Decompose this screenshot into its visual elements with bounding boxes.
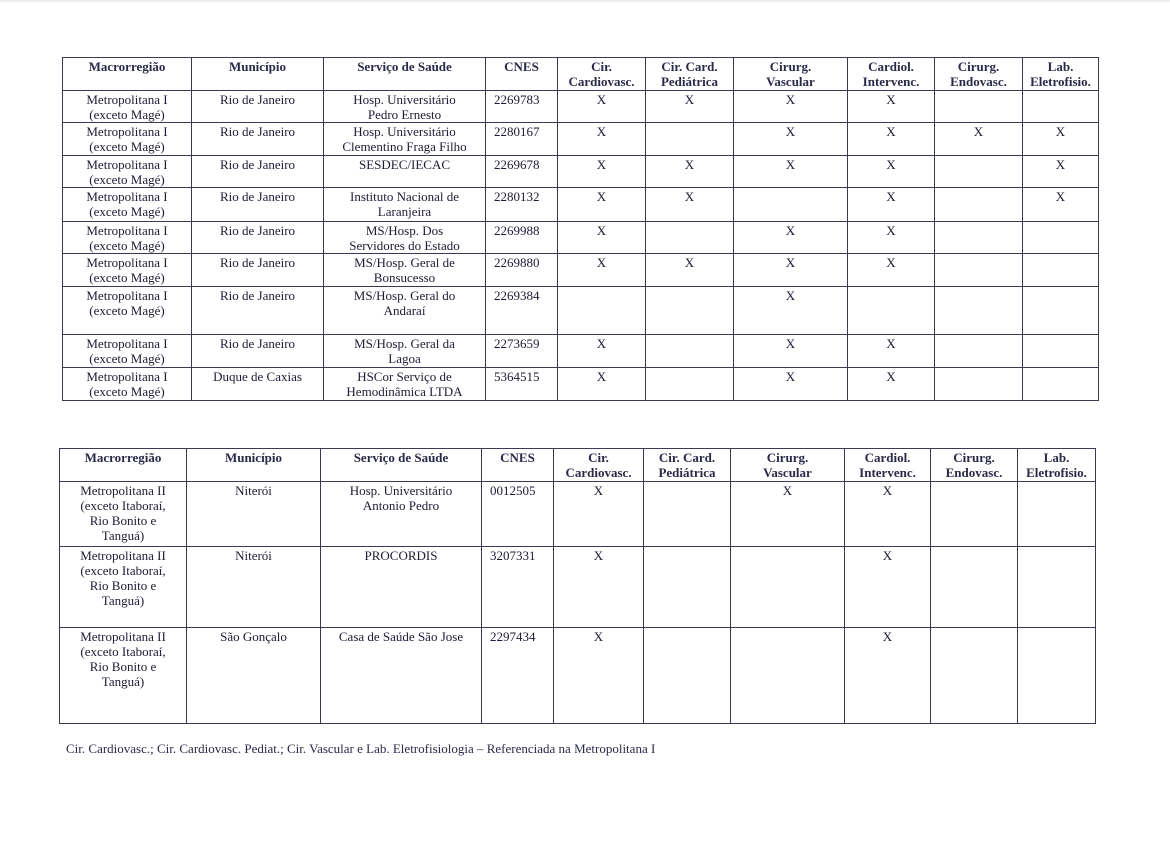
header-label: CNES (504, 59, 539, 74)
servico-line: SESDEC/IECAC (358, 157, 450, 172)
mark-cirurg-vascular: X (734, 123, 848, 156)
header-lab-eletrofisio (1023, 58, 1099, 91)
macrorregiao-line: (exceto Itaboraí, (80, 563, 166, 578)
cell-servico-de-saude (321, 547, 482, 628)
table-row (63, 91, 1099, 123)
mark-cir-cardiovasc: X (554, 628, 644, 724)
cell-cnes: 2269384 (486, 287, 558, 335)
cell-macrorregiao (63, 123, 192, 156)
cell-municipio: Rio de Janeiro (192, 188, 324, 222)
mark-cirurg-vascular: X (734, 368, 848, 401)
macrorregiao-line: (exceto Magé) (89, 270, 165, 285)
table-row (63, 287, 1099, 335)
cell-macrorregiao (63, 188, 192, 222)
macrorregiao-line: Metropolitana II (80, 483, 166, 498)
header-cirurg-vascular (734, 58, 848, 91)
servico-line: Andaraí (383, 303, 426, 318)
mark-cirurg-vascular (731, 628, 845, 724)
macrorregiao-line: Metropolitana II (80, 548, 166, 563)
header-servico-de-saude (324, 58, 486, 91)
cell-servico-de-saude (324, 188, 486, 222)
table-row (63, 123, 1099, 156)
mark-cirurg-endovasc (935, 254, 1023, 287)
cell-municipio: Rio de Janeiro (192, 91, 324, 123)
mark-cir-cardiovasc: X (558, 188, 646, 222)
cell-cnes: 2269783 (486, 91, 558, 123)
cell-municipio: São Gonçalo (187, 628, 321, 724)
header-cardiol-intervenc (845, 449, 931, 482)
mark-cirurg-endovasc (935, 156, 1023, 188)
mark-cirurg-endovasc (931, 547, 1018, 628)
mark-cir-card-pediatrica: X (646, 91, 734, 123)
mark-cir-card-pediatrica: X (646, 188, 734, 222)
header-macrorregiao (60, 449, 187, 482)
servico-line: Hemodinâmica LTDA (346, 384, 463, 399)
cell-macrorregiao (60, 482, 187, 547)
mark-cirurg-endovasc (931, 628, 1018, 724)
mark-lab-eletrofisio: X (1023, 123, 1099, 156)
header-cnes (486, 58, 558, 91)
mark-cirurg-vascular: X (734, 287, 848, 335)
servico-line: Hosp. Universitário (353, 92, 456, 107)
mark-cirurg-vascular (731, 547, 845, 628)
servico-line: MS/Hosp. Geral do (353, 288, 456, 303)
mark-lab-eletrofisio (1018, 628, 1096, 724)
servico-line: MS/Hosp. Dos (365, 223, 444, 238)
header-label: Vascular (766, 74, 815, 89)
header-label: Cardiovasc. (568, 74, 635, 89)
header-label: Cir. Card. (658, 450, 716, 465)
cell-macrorregiao (63, 254, 192, 287)
header-municipio (187, 449, 321, 482)
header-label: Lab. (1043, 450, 1070, 465)
cell-servico-de-saude (324, 254, 486, 287)
cell-cnes: 2297434 (482, 628, 554, 724)
servico-line: Hosp. Universitário (349, 483, 453, 498)
header-label: Serviço de Saúde (357, 59, 452, 74)
cell-cnes: 2269880 (486, 254, 558, 287)
header-label: Cardiol. (868, 59, 914, 74)
header-label: Cir. Card. (661, 59, 718, 74)
mark-lab-eletrofisio (1023, 91, 1099, 123)
mark-cirurg-endovasc (931, 482, 1018, 547)
header-label: Município (228, 59, 287, 74)
header-label: Vascular (763, 465, 812, 480)
cell-macrorregiao (63, 335, 192, 368)
macrorregiao-line: (exceto Magé) (89, 384, 165, 399)
cell-cnes: 5364515 (486, 368, 558, 401)
header-label: Eletrofisio. (1030, 74, 1091, 89)
servico-line: Lagoa (388, 351, 421, 366)
mark-cardiol-intervenc: X (845, 547, 931, 628)
table-row (63, 335, 1099, 368)
header-cir-cardiovasc (558, 58, 646, 91)
header-label: Intervenc. (862, 74, 920, 89)
mark-cirurg-endovasc: X (935, 123, 1023, 156)
mark-cir-card-pediatrica (646, 287, 734, 335)
macrorregiao-line: (exceto Itaboraí, (80, 498, 166, 513)
header-label: Cir. (588, 450, 609, 465)
mark-cir-card-pediatrica (644, 628, 731, 724)
mark-cardiol-intervenc: X (848, 368, 935, 401)
cell-macrorregiao (63, 156, 192, 188)
header-municipio (192, 58, 324, 91)
mark-cardiol-intervenc: X (848, 91, 935, 123)
mark-cir-card-pediatrica (644, 482, 731, 547)
mark-cardiol-intervenc: X (848, 335, 935, 368)
header-label: Pediátrica (658, 465, 716, 480)
mark-cir-cardiovasc: X (554, 482, 644, 547)
mark-lab-eletrofisio (1018, 482, 1096, 547)
mark-lab-eletrofisio (1023, 254, 1099, 287)
mark-cir-card-pediatrica (646, 123, 734, 156)
cell-macrorregiao (60, 628, 187, 724)
servico-line: Instituto Nacional de (349, 189, 460, 204)
header-cirurg-endovasc (931, 449, 1018, 482)
macrorregiao-line: (exceto Magé) (89, 238, 165, 253)
header-label: Intervenc. (859, 465, 916, 480)
cell-servico-de-saude (324, 368, 486, 401)
macrorregiao-line: Metropolitana I (86, 124, 168, 139)
header-label: CNES (500, 450, 535, 465)
header-macrorregiao (63, 58, 192, 91)
mark-cir-card-pediatrica (646, 222, 734, 254)
macrorregiao-line: Metropolitana I (86, 336, 168, 351)
cell-servico-de-saude (324, 287, 486, 335)
header-lab-eletrofisio (1018, 449, 1096, 482)
mark-cir-cardiovasc: X (558, 123, 646, 156)
table-row (63, 368, 1099, 401)
mark-cir-cardiovasc: X (558, 91, 646, 123)
servico-line: HSCor Serviço de (357, 369, 452, 384)
macrorregiao-line: (exceto Magé) (89, 172, 165, 187)
header-label: Macrorregião (88, 59, 166, 74)
macrorregiao-line: Metropolitana I (86, 157, 168, 172)
header-label: Cir. (591, 59, 612, 74)
mark-cir-card-pediatrica (646, 368, 734, 401)
table-row (63, 188, 1099, 222)
mark-cardiol-intervenc: X (848, 123, 935, 156)
mark-cardiol-intervenc: X (848, 188, 935, 222)
servico-line: Clementino Fraga Filho (342, 139, 467, 154)
header-label: Cirurg. (957, 59, 1000, 74)
health-services-table-metropolitana-1 (62, 57, 1099, 401)
table-row (63, 156, 1099, 188)
mark-cirurg-endovasc (935, 287, 1023, 335)
table-row (60, 482, 1096, 547)
mark-cardiol-intervenc (848, 287, 935, 335)
cell-municipio: Rio de Janeiro (192, 123, 324, 156)
mark-cirurg-endovasc (935, 222, 1023, 254)
cell-macrorregiao (63, 91, 192, 123)
mark-cirurg-endovasc (935, 188, 1023, 222)
header-cnes (482, 449, 554, 482)
cell-servico-de-saude (324, 156, 486, 188)
header-label: Município (224, 450, 283, 465)
header-label: Cirurg. (766, 450, 809, 465)
servico-line: Servidores do Estado (349, 238, 460, 253)
table-row (60, 547, 1096, 628)
cell-servico-de-saude (324, 123, 486, 156)
macrorregiao-line: Rio Bonito e (89, 659, 157, 674)
mark-cir-cardiovasc: X (558, 368, 646, 401)
cell-municipio: Niterói (187, 482, 321, 547)
servico-line: PROCORDIS (364, 548, 438, 563)
mark-cirurg-vascular: X (734, 254, 848, 287)
table-row (63, 222, 1099, 254)
macrorregiao-line: Metropolitana II (80, 629, 166, 644)
header-label: Endovasc. (945, 465, 1003, 480)
macrorregiao-line: Metropolitana I (86, 92, 168, 107)
mark-cardiol-intervenc: X (848, 222, 935, 254)
macrorregiao-line: Metropolitana I (86, 369, 168, 384)
table-header-row (60, 449, 1096, 482)
cell-cnes: 2269988 (486, 222, 558, 254)
footnote: Cir. Cardiovasc.; Cir. Cardiovasc. Pediat.; Cir. Vascular e Lab. Eletrofisiologia – Referenciada na Metropolitana I (66, 741, 656, 756)
macrorregiao-line: Rio Bonito e (89, 513, 157, 528)
scan-edge (0, 0, 1170, 3)
servico-line: MS/Hosp. Geral de (354, 255, 455, 270)
mark-lab-eletrofisio: X (1023, 156, 1099, 188)
servico-line: Laranjeira (377, 204, 432, 219)
header-cir-card-pediatrica (646, 58, 734, 91)
macrorregiao-line: Metropolitana I (86, 189, 168, 204)
mark-cir-card-pediatrica (644, 547, 731, 628)
mark-lab-eletrofisio (1023, 222, 1099, 254)
cell-macrorregiao (63, 368, 192, 401)
header-label: Macrorregião (84, 450, 162, 465)
macrorregiao-line: Tanguá) (101, 674, 145, 689)
servico-line: MS/Hosp. Geral da (354, 336, 455, 351)
header-cir-card-pediatrica (644, 449, 731, 482)
table-body (60, 482, 1096, 724)
mark-cirurg-vascular: X (734, 156, 848, 188)
cell-macrorregiao (63, 222, 192, 254)
cell-municipio: Rio de Janeiro (192, 335, 324, 368)
mark-cir-cardiovasc: X (558, 156, 646, 188)
header-label: Endovasc. (950, 74, 1007, 89)
header-label: Cardiol. (864, 450, 911, 465)
macrorregiao-line: (exceto Magé) (89, 139, 165, 154)
health-services-table-metropolitana-2 (59, 448, 1096, 724)
macrorregiao-line: (exceto Magé) (89, 351, 165, 366)
servico-line: Antonio Pedro (362, 498, 440, 513)
cell-servico-de-saude (321, 482, 482, 547)
mark-cir-card-pediatrica (646, 335, 734, 368)
mark-cirurg-vascular: X (734, 222, 848, 254)
cell-cnes: 3207331 (482, 547, 554, 628)
macrorregiao-line: Metropolitana I (86, 288, 168, 303)
cell-macrorregiao (60, 547, 187, 628)
mark-lab-eletrofisio: X (1023, 188, 1099, 222)
cell-cnes: 0012505 (482, 482, 554, 547)
header-label: Serviço de Saúde (353, 450, 449, 465)
mark-cardiol-intervenc: X (848, 156, 935, 188)
cell-servico-de-saude (324, 335, 486, 368)
header-label: Eletrofisio. (1026, 465, 1087, 480)
cell-municipio: Niterói (187, 547, 321, 628)
header-label: Cirurg. (953, 450, 995, 465)
mark-cir-cardiovasc (558, 287, 646, 335)
cell-cnes: 2273659 (486, 335, 558, 368)
mark-cardiol-intervenc: X (845, 628, 931, 724)
mark-cirurg-endovasc (935, 91, 1023, 123)
macrorregiao-line: Tanguá) (101, 528, 145, 543)
mark-cirurg-vascular: X (734, 91, 848, 123)
header-label: Cardiovasc. (565, 465, 632, 480)
table-row (60, 628, 1096, 724)
cell-municipio: Rio de Janeiro (192, 287, 324, 335)
header-cardiol-intervenc (848, 58, 935, 91)
mark-cir-cardiovasc: X (558, 335, 646, 368)
header-servico-de-saude (321, 449, 482, 482)
servico-line: Pedro Ernesto (367, 107, 442, 122)
mark-lab-eletrofisio (1023, 335, 1099, 368)
cell-servico-de-saude (321, 628, 482, 724)
macrorregiao-line: Tanguá) (101, 593, 145, 608)
macrorregiao-line: (exceto Magé) (89, 107, 165, 122)
mark-cardiol-intervenc: X (845, 482, 931, 547)
mark-lab-eletrofisio (1023, 368, 1099, 401)
mark-cir-cardiovasc: X (558, 254, 646, 287)
cell-cnes: 2280132 (486, 188, 558, 222)
table-body (63, 91, 1099, 401)
macrorregiao-line: (exceto Itaboraí, (80, 644, 166, 659)
cell-servico-de-saude (324, 91, 486, 123)
header-label: Cirurg. (769, 59, 812, 74)
macrorregiao-line: (exceto Magé) (89, 303, 165, 318)
servico-line: Bonsucesso (373, 270, 436, 285)
macrorregiao-line: (exceto Magé) (89, 204, 165, 219)
cell-cnes: 2280167 (486, 123, 558, 156)
mark-lab-eletrofisio (1018, 547, 1096, 628)
header-label: Pediátrica (660, 74, 719, 89)
table-header-row (63, 58, 1099, 91)
mark-cir-cardiovasc: X (554, 547, 644, 628)
mark-cirurg-vascular (734, 188, 848, 222)
mark-cir-card-pediatrica: X (646, 156, 734, 188)
servico-line: Casa de Saúde São Jose (338, 629, 464, 644)
header-cirurg-endovasc (935, 58, 1023, 91)
mark-cirurg-vascular: X (731, 482, 845, 547)
header-cir-cardiovasc (554, 449, 644, 482)
macrorregiao-line: Metropolitana I (86, 223, 168, 238)
macrorregiao-line: Rio Bonito e (89, 578, 157, 593)
mark-lab-eletrofisio (1023, 287, 1099, 335)
servico-line: Hosp. Universitário (353, 124, 456, 139)
mark-cirurg-endovasc (935, 368, 1023, 401)
mark-cirurg-endovasc (935, 335, 1023, 368)
macrorregiao-line: Metropolitana I (86, 255, 168, 270)
table-row (63, 254, 1099, 287)
cell-municipio: Rio de Janeiro (192, 222, 324, 254)
cell-macrorregiao (63, 287, 192, 335)
cell-municipio: Duque de Caxias (192, 368, 324, 401)
cell-cnes: 2269678 (486, 156, 558, 188)
cell-servico-de-saude (324, 222, 486, 254)
mark-cir-card-pediatrica: X (646, 254, 734, 287)
cell-municipio: Rio de Janeiro (192, 156, 324, 188)
header-label: Lab. (1047, 59, 1074, 74)
cell-municipio: Rio de Janeiro (192, 254, 324, 287)
mark-cirurg-vascular: X (734, 335, 848, 368)
mark-cardiol-intervenc: X (848, 254, 935, 287)
mark-cir-cardiovasc: X (558, 222, 646, 254)
header-cirurg-vascular (731, 449, 845, 482)
